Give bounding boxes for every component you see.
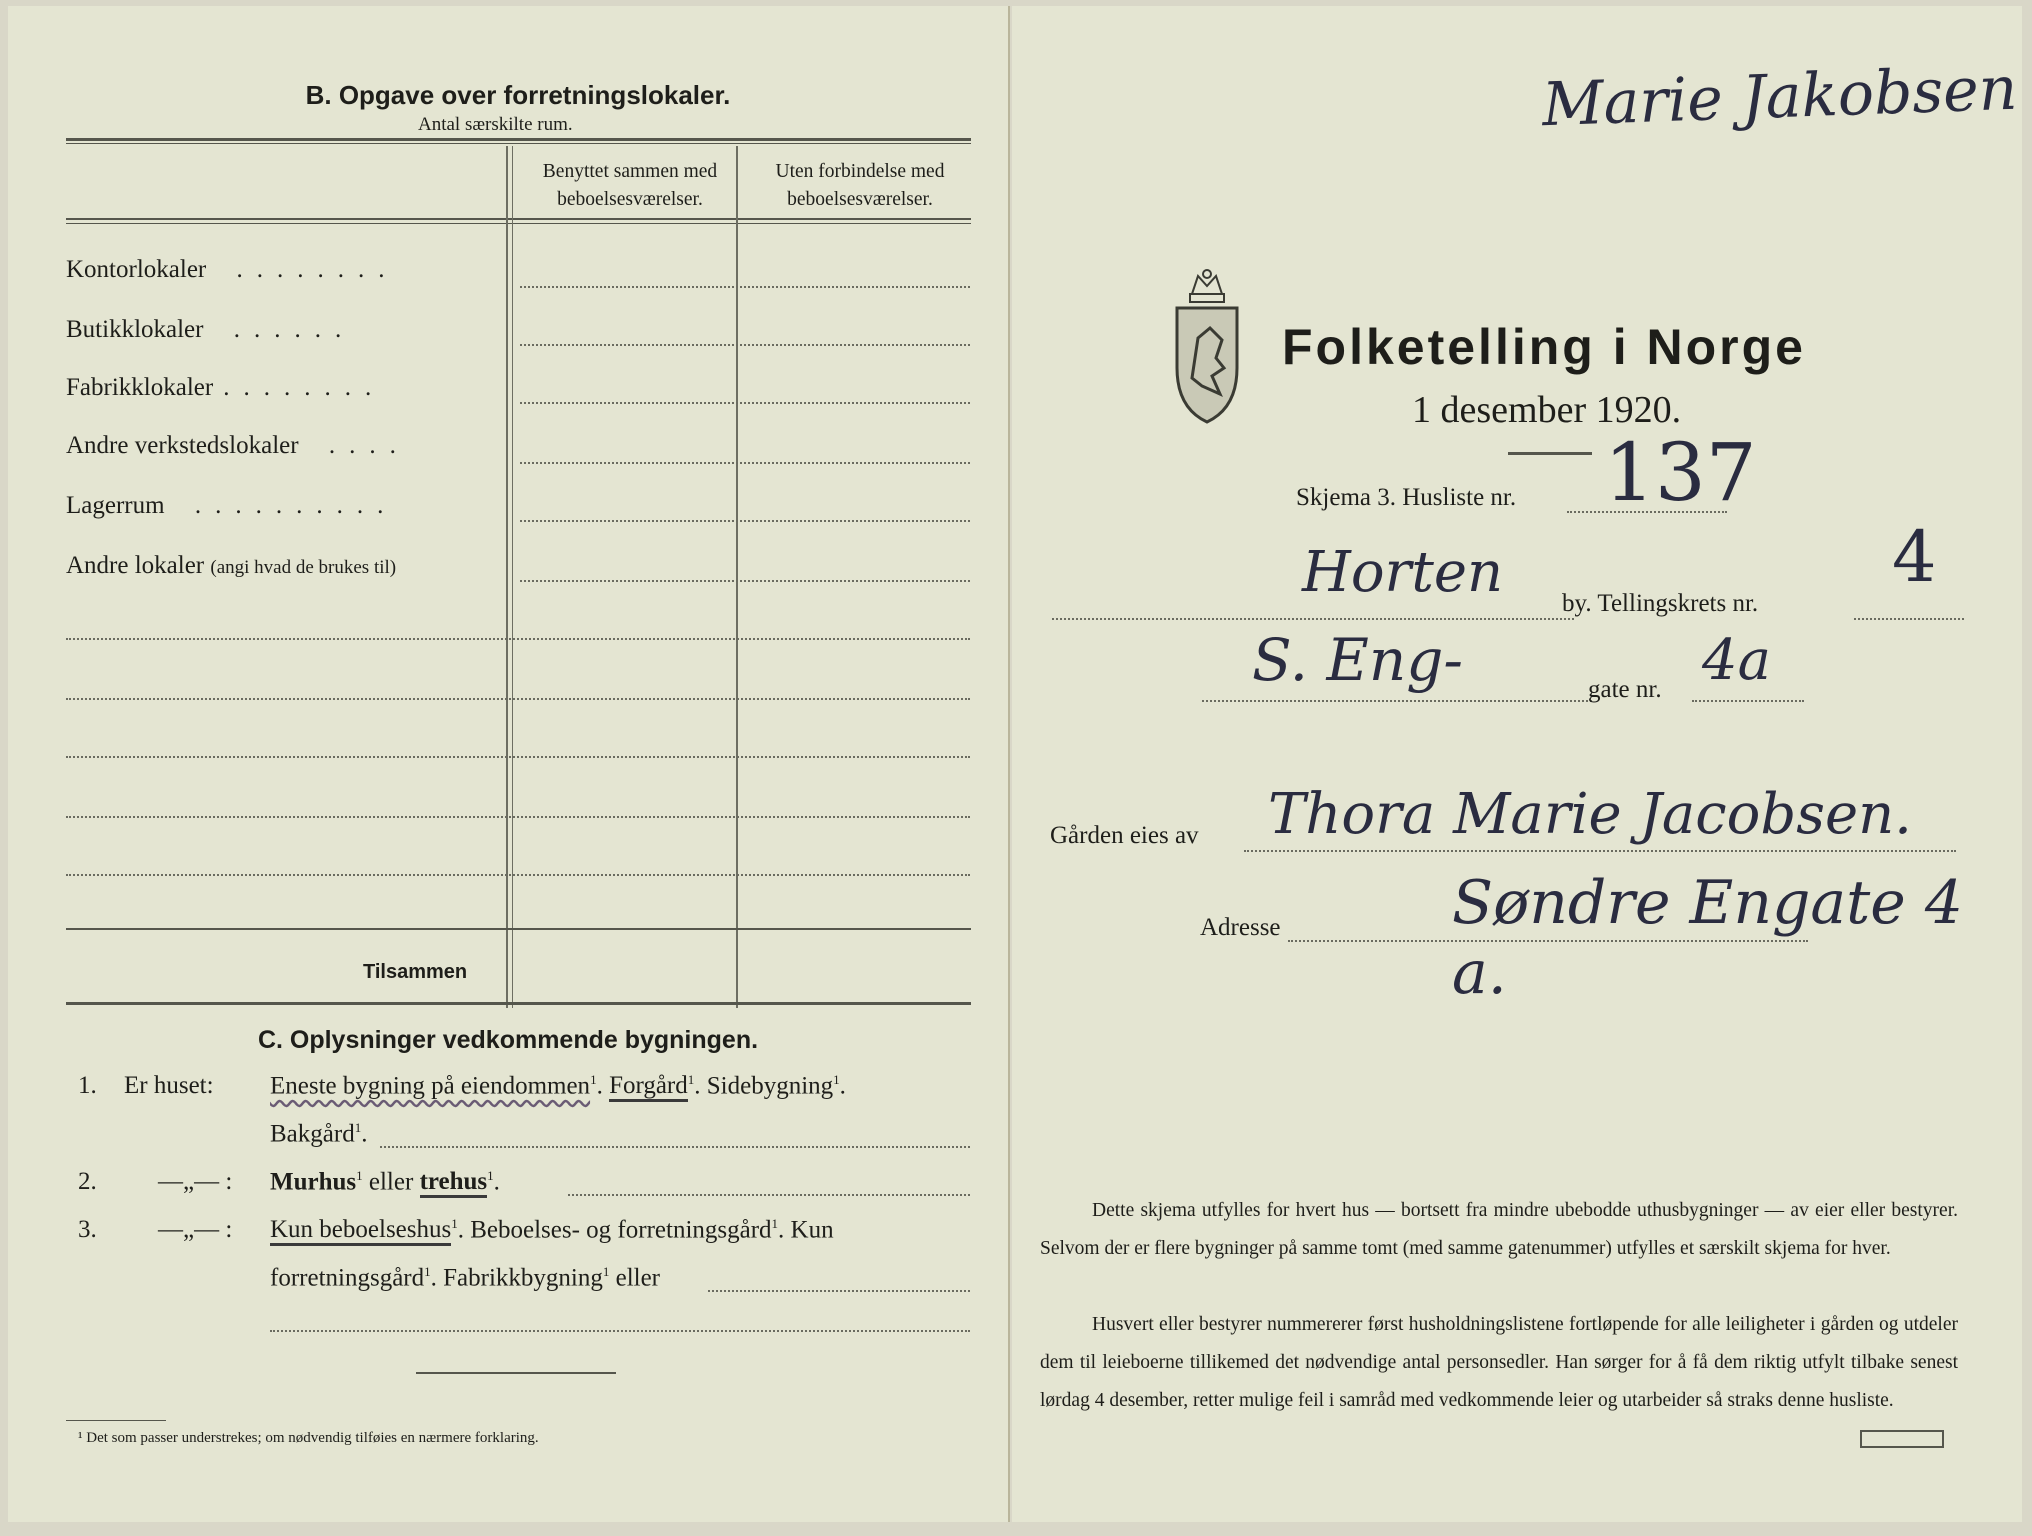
column-divider-1b <box>512 146 513 1008</box>
q1-label: Er huset: <box>124 1072 214 1099</box>
option-trehus[interactable]: trehus <box>420 1168 488 1198</box>
fill-line <box>568 1194 970 1196</box>
q3-options: Kun beboelseshus$^1$. Beboelses- og forretningsgård$^1$. Kun <box>270 1216 834 1244</box>
header-rule <box>66 218 971 220</box>
q2-label: —„— : <box>158 1168 233 1195</box>
left-page <box>8 6 1010 1522</box>
document-date: 1 desember 1920. <box>1412 389 1682 431</box>
column-divider-1 <box>506 146 508 1008</box>
document-title: Folketelling i Norge <box>1282 319 1806 375</box>
norwegian-coat-of-arms-icon <box>1172 268 1242 424</box>
schema-label: Skjema 3. Husliste nr. <box>1296 484 1517 511</box>
column-divider-2 <box>736 146 738 1008</box>
q1-number: 1. <box>78 1072 97 1099</box>
total-label: Tilsammen <box>363 961 468 983</box>
option-forgard[interactable]: Forgård <box>609 1072 688 1102</box>
row-line <box>520 520 970 522</box>
row-line <box>520 286 970 288</box>
section-end-rule <box>416 1372 616 1374</box>
row-lagerrum: Lagerrum .......... <box>66 492 398 519</box>
option-fabrikkbygning[interactable]: Fabrikkbygning <box>443 1264 603 1292</box>
gate-number: 4a <box>1702 628 1772 693</box>
tellingskrets-number: 4 <box>1892 516 1937 598</box>
column-header-with-dwelling: Benyttet sammen med beboelsesværelser. <box>542 161 718 210</box>
row-line <box>66 638 970 640</box>
fill-line <box>1692 700 1804 702</box>
q3-label: —„— : <box>158 1216 233 1243</box>
option-bakgard[interactable]: Bakgård <box>270 1120 355 1148</box>
address-handwritten: Søndre Engate 4 a. <box>1452 868 1964 1008</box>
table-top-rule <box>66 138 971 141</box>
right-page <box>1012 6 2022 1522</box>
section-b-title: B. Opgave over forretningslokaler. <box>305 80 731 110</box>
row-butikklokaler: Butikklokaler ...... <box>66 316 356 343</box>
q3-or: eller <box>615 1264 661 1292</box>
row-kontorlokaler: Kontorlokaler ........ <box>66 256 399 283</box>
street-handwritten: S. Eng- <box>1252 626 1463 694</box>
column-header-without-dwelling: Uten forbindelse med beboelsesværelser. <box>775 161 945 210</box>
row-andre-lokaler: Andre lokaler (angi hvad de brukes til) <box>66 552 397 579</box>
instructions-paragraph-1: Dette skjema utfylles for hvert hus — bortsett fra mindre ubebodde uthusbygninger — av eier eller bestyrer. Selvom der er flere bygninger på samme tomt (med samme gatenummer) utfylles et særskilt skjema for hver. <box>1040 1200 1958 1259</box>
row-line <box>520 580 970 582</box>
row-line <box>520 402 970 404</box>
q3-number: 3. <box>78 1216 97 1243</box>
row-line <box>520 462 970 464</box>
row-fabrikklokaler: Fabrikklokaler ........ <box>66 374 386 401</box>
fill-line <box>1244 850 1956 852</box>
total-rule <box>66 928 971 930</box>
section-b-subtitle: Antal særskilte rum. <box>418 114 573 135</box>
option-eneste-bygning[interactable]: Eneste bygning på eiendommen <box>270 1072 591 1100</box>
option-beboelses-og-forretningsgard[interactable]: Beboelses- og forretningsgård <box>470 1216 772 1244</box>
fill-line <box>1052 618 1574 620</box>
option-sidebygning[interactable]: Sidebygning <box>706 1072 834 1100</box>
table-top-rule-thin <box>66 143 971 144</box>
row-line <box>66 816 970 818</box>
handwritten-name-top: Marie Jakobsen <box>1540 53 2019 141</box>
fill-line <box>380 1146 970 1148</box>
option-kun-beboelseshus[interactable]: Kun beboelseshus <box>270 1216 451 1246</box>
footnote: ¹ Det som passer understrekes; om nødvendig tilføies en nærmere forklaring. <box>78 1430 539 1446</box>
row-line <box>520 344 970 346</box>
fill-line <box>1202 700 1592 702</box>
fill-line <box>708 1290 970 1292</box>
table-bottom-rule <box>66 1002 971 1005</box>
footnote-rule <box>66 1420 166 1421</box>
owner-label: Gården eies av <box>1050 822 1199 849</box>
q2-options: Murhus$^1$ eller trehus$^1$. <box>270 1168 500 1196</box>
gate-label: gate nr. <box>1588 676 1662 703</box>
row-line <box>66 756 970 758</box>
printer-stamp-icon <box>1860 1430 1944 1448</box>
option-murhus[interactable]: Murhus <box>270 1168 357 1196</box>
q1-options-cont: Bakgård$^1$. <box>270 1120 368 1148</box>
option-forretningsgard[interactable]: forretningsgård <box>270 1264 425 1292</box>
city-handwritten: Horten <box>1302 540 1504 605</box>
fill-line <box>1854 618 1964 620</box>
instructions-paragraph-2: Husvert eller bestyrer nummererer først husholdningslistene fortløpende for alle leiligheter i gården og utdeler dem til leieboerne tillikemed det nødvendige antal personsedler. Han sørger for å få dem riktig utfylt tilbake senest lørdag 4 desember, retter mulige feil i samråd med vedkommende leier og utarbeider så straks denne husliste. <box>1040 1314 1958 1411</box>
owner-handwritten: Thora Marie Jacobsen. <box>1268 782 1912 847</box>
q3-kun: Kun <box>790 1216 834 1244</box>
header-rule-thin <box>66 223 971 224</box>
row-line <box>66 698 970 700</box>
q2-or: eller <box>368 1168 414 1196</box>
q1-options: Eneste bygning på eiendommen$^1$. Forgård$^1$. Sidebygning$^1$. <box>270 1072 846 1100</box>
q3-options-cont: forretningsgård$^1$. Fabrikkbygning$^1$ eller <box>270 1264 661 1292</box>
q2-number: 2. <box>78 1168 97 1195</box>
row-line <box>66 874 970 876</box>
by-label: by. Tellingskrets nr. <box>1562 590 1759 617</box>
address-label: Adresse <box>1200 914 1281 941</box>
husliste-number: 137 <box>1604 426 1757 519</box>
title-rule <box>1508 452 1592 455</box>
fill-line <box>270 1330 970 1332</box>
row-andre-verkstedslokaler: Andre verkstedslokaler .... <box>66 432 410 459</box>
section-c-title: C. Oplysninger vedkommende bygningen. <box>257 1026 759 1054</box>
